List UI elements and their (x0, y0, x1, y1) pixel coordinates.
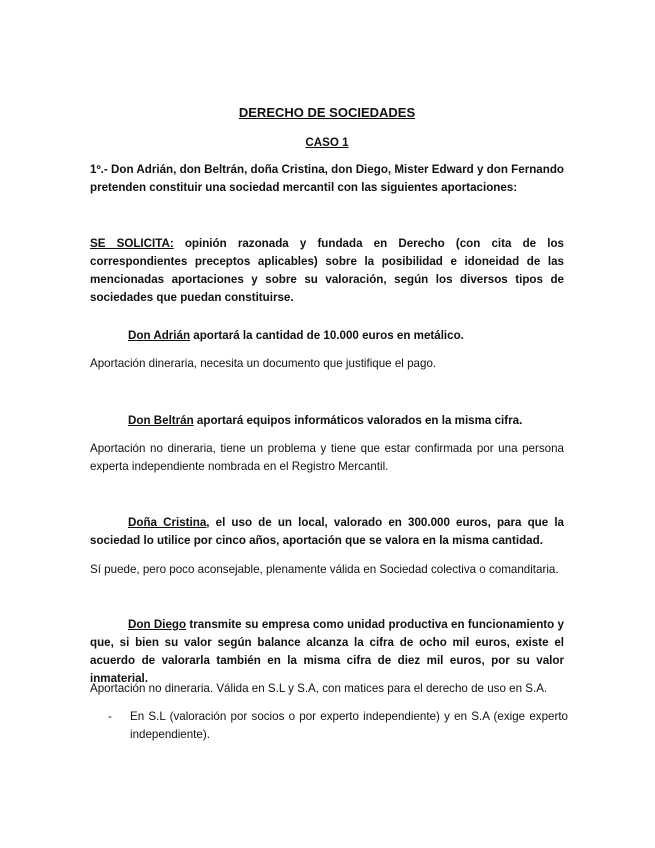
item-cristina-answer: Sí puede, pero poco aconsejable, plenamente válida en Sociedad colectiva o comanditaria. (90, 563, 559, 576)
item-beltran-desc: aportará equipos informáticos valorados en la misma cifra. (193, 414, 523, 427)
item-diego-statement (90, 616, 564, 688)
request-paragraph (90, 235, 564, 307)
item-diego-answer: Aportación no dineraria. Válida en S.L y S.A, con matices para el derecho de uso en S.A. (90, 682, 548, 695)
request-label: SE SOLICITA: (90, 237, 174, 250)
item-diego-desc: transmite su empresa como unidad productiva en funcionamiento y que, si bien su valor según balance alcanza la cifra de ocho mil euros, existe el acuerdo de valorarla también en la misma cifra de diez mil euros, por su valor inmaterial. (90, 618, 565, 685)
item-adrian-statement (90, 327, 564, 345)
item-diego-bullet (108, 708, 568, 744)
bullet-text: En S.L (valoración por socios o por experto independiente) y en S.A (exige experto independiente). (130, 710, 568, 741)
case-heading: CASO 1 (305, 136, 349, 149)
item-cristina-name: Doña Cristina (128, 516, 207, 529)
item-cristina-statement (90, 514, 564, 550)
item-diego-name: Don Diego (128, 618, 187, 631)
request-text: opinión razonada y fundada en Derecho (con cita de los correspondientes preceptos aplicables) sobre la posibilidad e idoneidad de las mencionadas aportaciones y sobre su valoración, según los diversos tipos de sociedades que puedan constituirse. (90, 237, 564, 304)
item-adrian-answer: Aportación dineraria, necesita un documento que justifique el pago. (90, 357, 437, 370)
item-cristina-desc: , el uso de un local, valorado en 300.000 euros, para que la sociedad lo utilice por cinco años, aportación que se valora en la misma cantidad. (90, 516, 564, 547)
item-beltran-answer: Aportación no dineraria, tiene un problema y tiene que estar confirmada por una persona experta independiente nombrada en el Registro Mercantil. (90, 442, 564, 473)
intro-paragraph: 1º.- Don Adrián, don Beltrán, doña Cristina, don Diego, Mister Edward y don Fernando pretenden constituir una sociedad mercantil con las siguientes aportaciones: (90, 163, 564, 194)
bullet-dash: - (108, 710, 112, 723)
document-title: DERECHO DE SOCIEDADES (238, 105, 416, 120)
item-beltran-name: Don Beltrán (128, 414, 194, 427)
item-adrian-name: Don Adrián (128, 329, 191, 342)
item-adrian-desc: aportará la cantidad de 10.000 euros en metálico. (190, 329, 464, 342)
item-beltran-statement (90, 412, 564, 430)
